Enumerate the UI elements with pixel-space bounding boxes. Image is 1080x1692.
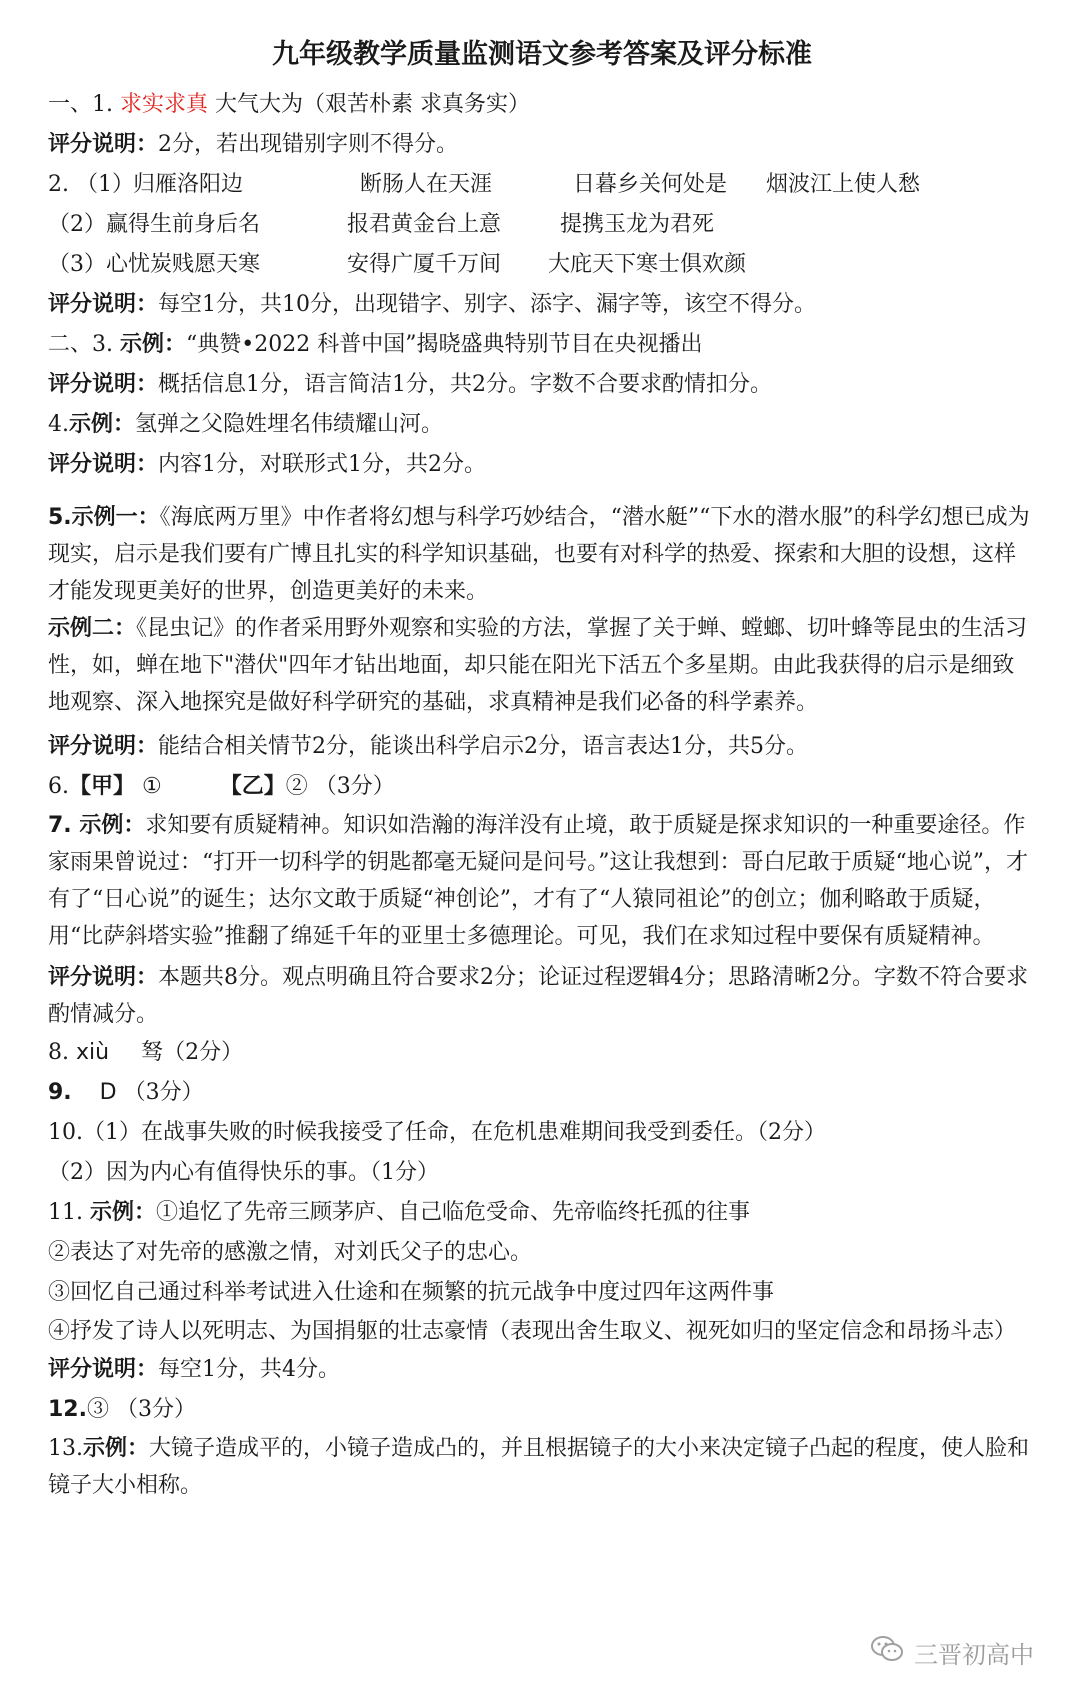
- q6-yi-answer: ②: [285, 774, 308, 799]
- q6-jia-label: 【甲】: [69, 774, 136, 799]
- q5-scoring-note: [48, 727, 1036, 767]
- q10-row1: 10.（1）在战事失败的时候我接受了任命，在危机患难期间我受到委任。（2分）: [48, 1120, 826, 1145]
- q2-blank: （2）赢得生前身后名: [48, 212, 260, 237]
- note-label: 评分说明：: [48, 965, 159, 990]
- q2-blank: 烟波江上使人愁: [765, 172, 920, 197]
- q10-row2: （2）因为内心有值得快乐的事。（1分）: [48, 1160, 439, 1185]
- note-label: 评分说明：: [48, 132, 159, 157]
- q3-note-text: 概括信息1分，语言简洁1分，共2分。字数不合要求酌情扣分。: [158, 372, 773, 397]
- q11-item4: ④抒发了诗人以死明志、为国捐躯的壮志豪情（表现出舍生取义、视死如归的坚定信念和昂扬斗志）: [48, 1319, 1017, 1344]
- q2-blank: 提携玉龙为君死: [560, 212, 715, 237]
- q8-prefix: 8.: [48, 1040, 69, 1065]
- q9-score: （3分）: [123, 1080, 204, 1105]
- q12-prefix: 12.: [48, 1397, 87, 1422]
- q1-answer: [48, 85, 1036, 125]
- note-label: 评分说明：: [48, 372, 159, 397]
- q11-item1: [48, 1193, 1036, 1233]
- q7-answer: [48, 807, 1036, 955]
- q2-scoring-note: [48, 285, 1036, 325]
- example-label: 示例：: [79, 813, 146, 838]
- q1-note-text: 2分，若出现错别字则不得分。: [158, 132, 459, 157]
- q1-scoring-note: [48, 125, 1036, 165]
- q2-note-text: 每空1分，共10分，出现错字、别字、添字、漏字等，该空不得分。: [158, 292, 817, 317]
- q2-blank: （3）心忧炭贱愿天寒: [48, 252, 260, 277]
- q2-row2: [48, 205, 1036, 245]
- note-label: 评分说明：: [48, 452, 159, 477]
- note-label: 评分说明：: [48, 1357, 159, 1382]
- q13-answer: [48, 1430, 1036, 1504]
- q6-answer: [48, 767, 1036, 807]
- q2-blank: 报君黄金台上意: [347, 212, 502, 237]
- q5-example-two: [48, 610, 1036, 721]
- q8-pinyin: xiù: [76, 1040, 110, 1065]
- q7-scoring-note: [48, 959, 1036, 1033]
- q2-row3: [48, 245, 1036, 285]
- q6-prefix: 6.: [48, 774, 69, 799]
- q7-prefix: 7.: [48, 813, 80, 838]
- q1-answer-rest: 大气大为（艰苦朴素 求真务实）: [215, 92, 531, 117]
- q11-item2: ②表达了对先帝的感激之情，对刘氏父子的忠心。: [48, 1240, 533, 1265]
- page-title: 九年级教学质量监测语文参考答案及评分标准: [272, 39, 812, 70]
- q4-scoring-note: [48, 445, 1036, 485]
- q3-answer: [48, 325, 1036, 365]
- example-label: 示例：: [119, 332, 186, 357]
- q12-answer-mark: ③: [86, 1397, 109, 1422]
- q9-answer-letter: D: [99, 1080, 117, 1105]
- q4-prefix: 4.: [48, 412, 69, 437]
- example-label: 示例：: [83, 1436, 150, 1461]
- q12-score: （3分）: [116, 1397, 196, 1422]
- q11-note-text: 每空1分，共4分。: [158, 1357, 341, 1382]
- q3-text: “典赞•2022 科普中国”揭晓盛典特别节目在央视播出: [186, 332, 703, 357]
- q5-text1: 《海底两万里》中作者将幻想与科学巧妙结合，“潜水艇”“下水的潜水服”的科学幻想已成为现实，启示是我们要有广博且扎实的科学知识基础，也要有对科学的热爱、探索和大胆的设想，这样才能发现更美好的世界，创造更美好的未来。: [48, 505, 1030, 604]
- watermark: [870, 1634, 1034, 1670]
- q2-blank: 安得广厦千万间: [347, 252, 502, 277]
- q4-note-text: 内容1分，对联形式1分，共2分。: [158, 452, 487, 477]
- q6-score: （3分）: [314, 774, 395, 799]
- q11-item-text: ①追忆了先帝三顾茅庐、自己临危受命、先帝临终托孤的往事: [156, 1200, 751, 1225]
- q11-item3: ③回忆自己通过科举考试进入仕途和在频繁的抗元战争中度过四年这两件事: [48, 1280, 775, 1305]
- q4-answer: [48, 405, 1036, 445]
- q9-answer: [48, 1073, 1036, 1113]
- example-label: 示例二：: [48, 616, 137, 641]
- example-label: 5.示例一：: [48, 505, 160, 530]
- q8-char: 驽: [141, 1040, 164, 1065]
- example-label: 示例：: [69, 412, 136, 437]
- q6-jia-answer: ①: [142, 774, 162, 799]
- q13-prefix: 13.: [48, 1436, 83, 1461]
- q2-row1-sub: （1）: [75, 172, 134, 197]
- q2-blank: 日暮乡关何处是: [572, 172, 727, 197]
- q3-prefix: 二、3.: [48, 332, 120, 357]
- q11-scoring-note: [48, 1350, 1036, 1390]
- q9-prefix: 9.: [48, 1080, 72, 1105]
- q4-text: 氢弹之父隐姓埋名伟绩耀山河。: [135, 412, 444, 437]
- q2-blank: 大庇天下寒士俱欢颜: [548, 252, 747, 277]
- q7-note-text: 本题共8分。观点明确且符合要求2分；论证过程逻辑4分；思路清晰2分。字数不符合要求酌情减分。: [48, 965, 1029, 1027]
- q2-prefix: 2.: [48, 172, 76, 197]
- q6-yi-label: 【乙】: [219, 774, 286, 799]
- watermark-text: 三晋初高中: [914, 1640, 1034, 1669]
- q5-text2: 《昆虫记》的作者采用野外观察和实验的方法，掌握了关于蝉、螳螂、切叶蜂等昆虫的生活习性，如，蝉在地下"潜伏"四年才钻出地面，却只能在阳光下活五个多星期。由此我获得的启示是细致地观察、深入地探究是做好科学研究的基础，求真精神是我们必备的科学素养。: [48, 616, 1028, 715]
- example-label: 示例：: [89, 1200, 156, 1225]
- note-label: 评分说明：: [48, 734, 159, 759]
- q12-answer: [48, 1390, 1036, 1430]
- q13-text: 大镜子造成平的，小镜子造成凸的，并且根据镜子的大小来决定镜子凸起的程度，使人脸和镜子大小相称。: [48, 1436, 1030, 1498]
- wechat-icon: [870, 1634, 904, 1670]
- q5-note-text: 能结合相关情节2分，能谈出科学启示2分，语言表达1分，共5分。: [158, 734, 809, 759]
- q5-example-one: [48, 499, 1036, 610]
- q7-text: 求知要有质疑精神。知识如浩瀚的海洋没有止境，敢于质疑是探求知识的一种重要途径。作家雨果曾说过：“打开一切科学的钥匙都毫无疑问是问号。”这让我想到：哥白尼敢于质疑“地心说”，才有了“日心说”的诞生；达尔文敢于质疑“神创论”，才有了“人猿同祖论”的创立；伽利略敢于质疑，用“比萨斜塔实验”推翻了绵延千年的亚里士多德理论。可见，我们在求知过程中要保有质疑精神。: [48, 813, 1028, 949]
- q3-scoring-note: [48, 365, 1036, 405]
- q8-answer: [48, 1033, 1036, 1073]
- q8-score: （2分）: [163, 1040, 244, 1065]
- q2-row1: [48, 165, 1036, 205]
- q11-prefix: 11.: [48, 1200, 90, 1225]
- q2-blank: 断肠人在天涯: [359, 172, 492, 197]
- q1-answer-red: 求实求真: [120, 92, 209, 117]
- note-label: 评分说明：: [48, 292, 159, 317]
- q2-blank: 归雁洛阳边: [132, 172, 243, 197]
- q1-prefix: 一、1.: [48, 92, 113, 117]
